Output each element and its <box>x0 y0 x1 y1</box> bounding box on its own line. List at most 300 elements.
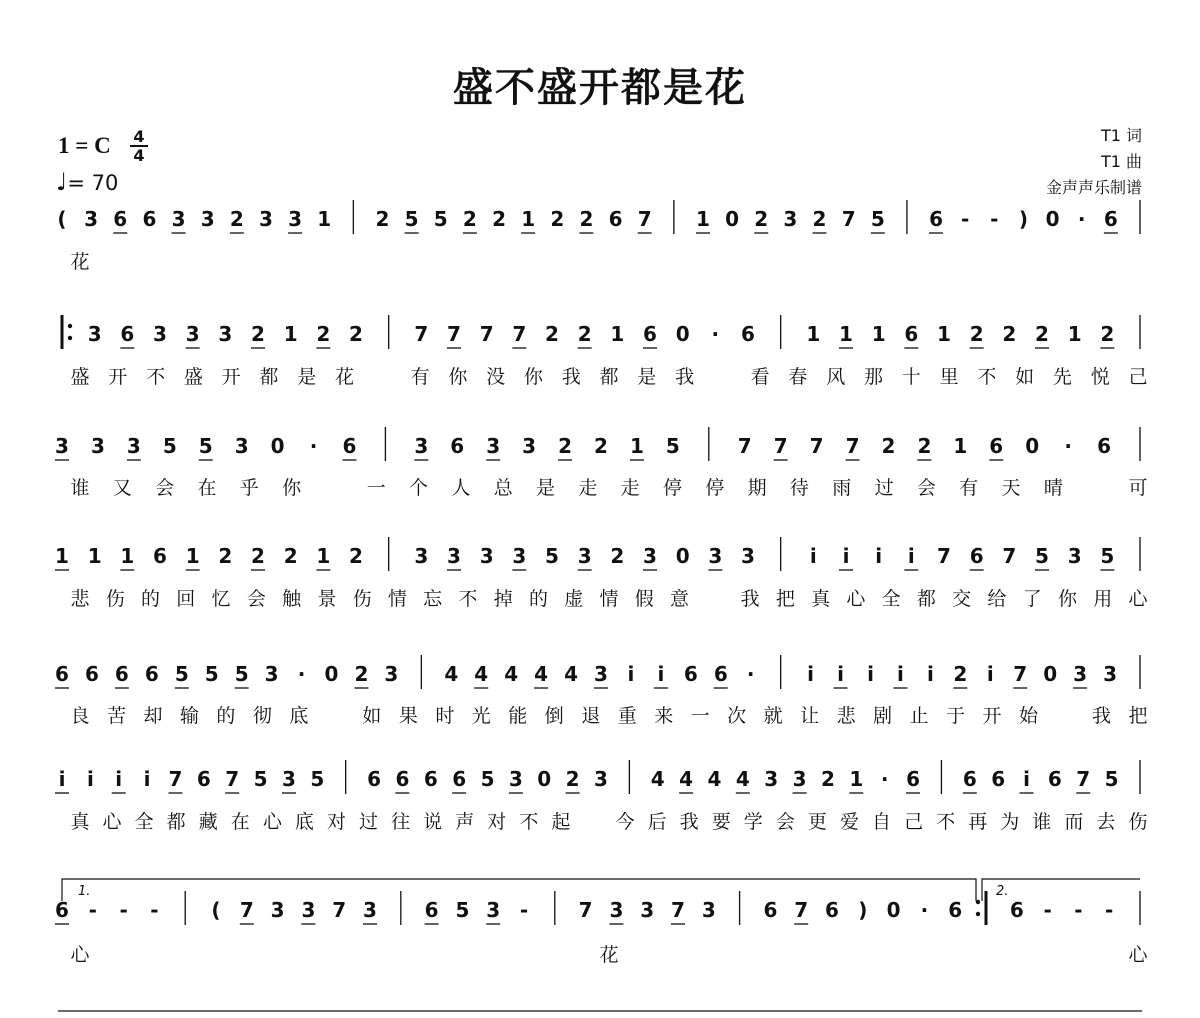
note-glyph: 5 <box>234 662 249 686</box>
note-glyph: 2 <box>1035 322 1049 346</box>
note-glyph: 3 <box>764 767 779 791</box>
note-glyph: i <box>58 767 66 791</box>
lyric-char: 乎 <box>239 477 259 499</box>
note-glyph: i <box>842 544 850 568</box>
lyric-char: 总 <box>493 477 513 499</box>
lyric-char: 重 <box>617 705 637 727</box>
note-glyph: 5 <box>1104 767 1119 791</box>
note-glyph: 3 <box>288 207 303 231</box>
lyric-char: 真 <box>811 588 831 610</box>
lyric-char: 假 <box>634 588 654 610</box>
lyric-char: 天 <box>1001 477 1021 499</box>
lyric-char: 我 <box>1092 705 1112 727</box>
lyric-char: 你 <box>282 477 302 499</box>
lyric-char: 会 <box>155 477 175 499</box>
note-glyph: 4 <box>735 767 750 791</box>
note-glyph: 6 <box>608 207 623 231</box>
note-glyph: 3 <box>486 898 501 922</box>
lyric-char: 花 <box>599 944 619 966</box>
lyric-char: 己 <box>904 811 924 833</box>
note-glyph: - <box>88 898 97 922</box>
note-glyph: 7 <box>1013 662 1028 686</box>
lyric-char: 不 <box>519 811 539 833</box>
note-glyph: 3 <box>640 898 655 922</box>
lyric-char: 十 <box>901 366 921 388</box>
repeat-dot <box>976 912 980 916</box>
note-glyph: 7 <box>845 434 860 458</box>
note-glyph: 1 <box>87 544 102 568</box>
note-glyph: 2 <box>229 207 244 231</box>
lyric-char: 己 <box>1128 366 1148 388</box>
lyric-char: 把 <box>1128 705 1148 727</box>
note-glyph: 3 <box>153 322 167 346</box>
note-glyph: ( <box>57 207 67 231</box>
note-glyph: 0 <box>675 322 690 346</box>
lyric-char: 是 <box>536 477 556 499</box>
lyric-char: 全 <box>134 811 154 833</box>
lyric-char: 来 <box>654 705 674 727</box>
note-glyph: 6 <box>452 767 467 791</box>
quarter-note-icon: ♩ <box>56 168 68 196</box>
note-glyph: 5 <box>1100 544 1115 568</box>
note-glyph: 3 <box>741 544 755 568</box>
note-glyph: 3 <box>264 662 279 686</box>
note-glyph: - <box>1043 898 1052 922</box>
note-glyph: 5 <box>162 434 177 458</box>
lyric-char: 心 <box>846 588 866 610</box>
note-glyph: 6 <box>948 898 963 922</box>
note-glyph: 1 <box>316 544 331 568</box>
lyric-char: 都 <box>916 588 936 610</box>
lyric-char: 开 <box>982 705 1002 727</box>
lyric-char: 悲 <box>836 705 856 727</box>
note-glyph: 5 <box>204 662 219 686</box>
note-glyph: 1 <box>806 322 821 346</box>
note-glyph: 6 <box>395 767 410 791</box>
note-glyph: 7 <box>1076 767 1091 791</box>
note-glyph: 2 <box>349 544 363 568</box>
lyric-char: 伤 <box>1128 811 1148 833</box>
lyric-char: 那 <box>863 366 884 388</box>
note-glyph: - <box>519 898 529 922</box>
lyric-char: 心 <box>1128 588 1148 610</box>
note-glyph: 7 <box>225 767 240 791</box>
lyric-char: 你 <box>448 366 468 388</box>
lyric-char: 谁 <box>1032 811 1052 833</box>
note-glyph: 7 <box>809 434 824 458</box>
lyric-char: 良 <box>70 705 90 727</box>
note-glyph: 1 <box>120 544 135 568</box>
note-glyph: 4 <box>444 662 459 686</box>
note-glyph: - <box>1074 898 1083 922</box>
lyric-char: 花 <box>70 251 90 273</box>
lyric-char: 景 <box>317 588 337 610</box>
note-glyph: 1 <box>953 434 968 458</box>
note-glyph: 1 <box>55 544 69 568</box>
note-glyph: · <box>920 898 929 922</box>
lyric-char: 忘 <box>423 588 443 610</box>
lyric-char: 心 <box>70 944 90 966</box>
note-glyph: 3 <box>609 898 624 922</box>
lyric-char: 去 <box>1096 811 1116 833</box>
note-glyph: 2 <box>577 322 592 346</box>
note-glyph: 3 <box>594 767 608 791</box>
lyric-char: 时 <box>435 705 455 727</box>
lyric-char: 全 <box>881 588 901 610</box>
note-glyph: 0 <box>270 434 285 458</box>
note-glyph: · <box>711 322 720 346</box>
note-glyph: 5 <box>455 898 470 922</box>
lyric-char: 始 <box>1019 705 1039 727</box>
note-glyph: 7 <box>414 322 429 346</box>
volta-label-second: 2. <box>996 884 1009 899</box>
note-glyph: 6 <box>1009 898 1024 922</box>
note-glyph: 6 <box>55 662 69 686</box>
lyric-char: 说 <box>423 811 443 833</box>
lyric-char: 里 <box>939 366 959 388</box>
volta-label-first: 1. <box>78 884 91 899</box>
lyric-char: 爱 <box>839 811 859 833</box>
note-glyph: 5 <box>404 207 419 231</box>
note-glyph: 0 <box>725 207 740 231</box>
lyric-char: 待 <box>789 477 809 499</box>
note-glyph: 1 <box>849 767 864 791</box>
note-glyph: · <box>309 434 318 458</box>
lyric-char: 不 <box>977 366 997 388</box>
lyric-char: 雨 <box>832 477 852 499</box>
note-glyph: i <box>986 662 994 686</box>
note-glyph: 0 <box>886 898 901 922</box>
note-glyph: · <box>746 662 755 686</box>
note-glyph: 5 <box>310 767 325 791</box>
note-glyph: 6 <box>1103 207 1118 231</box>
note-glyph: 3 <box>90 434 105 458</box>
note-glyph: 1 <box>696 207 710 231</box>
lyric-char: 光 <box>471 705 491 727</box>
note-glyph: 2 <box>565 767 580 791</box>
note-glyph: 7 <box>773 434 788 458</box>
note-glyph: ) <box>858 898 868 922</box>
note-glyph: 0 <box>675 544 690 568</box>
lyric-char: 输 <box>179 705 199 727</box>
lyric-char: 都 <box>166 811 186 833</box>
tempo-value: = 70 <box>67 171 119 195</box>
lyric-char: 都 <box>259 366 279 388</box>
lyric-char: 我 <box>679 811 699 833</box>
note-glyph: 2 <box>881 434 896 458</box>
note-glyph: 2 <box>375 207 390 231</box>
note-glyph: - <box>150 898 159 922</box>
lyric-char: 止 <box>909 705 929 727</box>
note-glyph: 3 <box>701 898 716 922</box>
note-glyph: 4 <box>650 767 665 791</box>
note-glyph: 3 <box>185 322 200 346</box>
note-glyph: 4 <box>707 767 722 791</box>
note-glyph: 6 <box>423 767 438 791</box>
lyric-char: 过 <box>874 477 894 499</box>
note-glyph: 7 <box>937 544 951 568</box>
lyric-char: 更 <box>807 811 827 833</box>
note-glyph: 3 <box>577 544 592 568</box>
note-glyph: · <box>1064 434 1072 458</box>
note-glyph: i <box>926 662 934 686</box>
note-glyph: 3 <box>384 662 399 686</box>
lyric-char: 如 <box>362 705 382 727</box>
note-glyph: 6 <box>929 207 944 231</box>
lyric-char: 底 <box>289 705 309 727</box>
note-glyph: 1 <box>937 322 951 346</box>
note-glyph: 6 <box>713 662 728 686</box>
note-glyph: 7 <box>512 322 527 346</box>
note-glyph: 0 <box>324 662 339 686</box>
note-glyph: 6 <box>144 662 159 686</box>
note-glyph: 7 <box>479 322 494 346</box>
note-glyph: 3 <box>258 207 273 231</box>
lyric-char: 却 <box>143 705 163 727</box>
note-glyph: 0 <box>1045 207 1060 231</box>
note-glyph: 7 <box>168 767 183 791</box>
note-glyph: 3 <box>55 434 69 458</box>
note-glyph: 3 <box>522 434 537 458</box>
lyric-char: 能 <box>508 705 528 727</box>
note-glyph: 1 <box>185 544 200 568</box>
note-glyph: 7 <box>637 207 652 231</box>
note-glyph: i <box>809 544 817 568</box>
note-glyph: 7 <box>332 898 347 922</box>
note-glyph: 1 <box>1067 322 1082 346</box>
note-glyph: 3 <box>301 898 316 922</box>
note-glyph: 2 <box>316 322 331 346</box>
lyric-char: 我 <box>740 588 760 610</box>
lyric-char: 人 <box>451 477 471 499</box>
note-glyph: 3 <box>281 767 296 791</box>
note-glyph: - <box>961 207 970 231</box>
note-glyph: - <box>119 898 128 922</box>
lyric-char: 忆 <box>211 588 231 610</box>
note-glyph: ) <box>1018 207 1029 231</box>
lyric-char: 你 <box>523 366 543 388</box>
note-glyph: 3 <box>783 207 798 231</box>
lyric-char: 真 <box>70 811 90 833</box>
note-glyph: 1 <box>839 322 853 346</box>
note-glyph: 2 <box>1100 322 1115 346</box>
note-glyph: 6 <box>114 662 129 686</box>
note-glyph: 1 <box>283 322 298 346</box>
lyric-char: 停 <box>662 477 682 499</box>
lyric-char: 过 <box>359 811 379 833</box>
note-glyph: i <box>867 662 874 686</box>
note-glyph: 3 <box>643 544 657 568</box>
lyric-char: 为 <box>1000 811 1020 833</box>
lyric-char: 把 <box>775 588 795 610</box>
note-glyph: 3 <box>218 322 233 346</box>
note-glyph: - <box>1105 898 1114 922</box>
lyric-char: 的 <box>528 588 548 610</box>
note-glyph: 2 <box>1002 322 1017 346</box>
publisher-credit: 金声声乐制谱 <box>1045 178 1142 197</box>
lyric-char: 退 <box>581 705 601 727</box>
note-glyph: 2 <box>917 434 932 458</box>
lyric-char: 意 <box>670 588 690 610</box>
lyric-char: 起 <box>551 811 571 833</box>
note-glyph: 5 <box>665 434 680 458</box>
lyric-char: 对 <box>326 811 346 833</box>
note-glyph: 6 <box>84 662 99 686</box>
note-glyph: 6 <box>825 898 839 922</box>
repeat-dot <box>68 336 72 340</box>
lyric-char: 情 <box>599 588 619 610</box>
lyric-char: 悦 <box>1090 366 1110 388</box>
lyric-char: 我 <box>675 366 695 388</box>
lyric-char: 掉 <box>493 588 513 610</box>
note-glyph: 4 <box>504 662 519 686</box>
lyric-char: 在 <box>230 811 250 833</box>
lyric-char: 就 <box>763 705 783 727</box>
note-glyph: i <box>897 662 904 686</box>
note-glyph: 6 <box>969 544 984 568</box>
note-glyph: i <box>86 767 94 791</box>
note-glyph: 6 <box>342 434 357 458</box>
lyric-char: 我 <box>561 366 581 388</box>
lyric-char: 再 <box>968 811 988 833</box>
note-glyph: 2 <box>812 207 827 231</box>
note-glyph: 2 <box>545 322 559 346</box>
lyric-char: 一 <box>690 705 710 727</box>
time-denominator: 4 <box>133 146 145 165</box>
lyric-char: 盛 <box>183 366 203 388</box>
lyric-char: 花 <box>334 366 355 388</box>
lyric-char: 往 <box>391 811 411 833</box>
note-glyph: 1 <box>317 207 332 231</box>
lyric-char: 如 <box>1015 366 1035 388</box>
note-glyph: 6 <box>142 207 157 231</box>
note-glyph: 3 <box>479 544 494 568</box>
note-glyph: 6 <box>763 898 778 922</box>
note-glyph: 3 <box>708 544 723 568</box>
lyric-char: 对 <box>487 811 507 833</box>
note-glyph: 3 <box>234 434 249 458</box>
lyric-char: 用 <box>1093 588 1113 610</box>
note-glyph: 3 <box>200 207 215 231</box>
note-glyph: 6 <box>962 767 977 791</box>
note-glyph: 6 <box>989 434 1004 458</box>
note-glyph: 3 <box>363 898 377 922</box>
lyric-char: 虚 <box>564 588 584 610</box>
lyric-char: 后 <box>647 811 667 833</box>
note-glyph: 2 <box>550 207 565 231</box>
note-glyph: 2 <box>610 544 625 568</box>
note-glyph: 3 <box>270 898 285 922</box>
note-glyph: 1 <box>871 322 886 346</box>
note-glyph: · <box>880 767 889 791</box>
lyric-char: 今 <box>615 811 635 833</box>
lyric-char: 有 <box>410 366 430 388</box>
lyric-char: 的 <box>141 588 161 610</box>
note-glyph: i <box>875 544 883 568</box>
lyric-char: 伤 <box>352 588 372 610</box>
note-glyph: 6 <box>1097 434 1112 458</box>
lyric-char: 交 <box>952 588 972 610</box>
note-glyph: i <box>657 662 665 686</box>
note-glyph: 7 <box>578 898 593 922</box>
note-glyph: 3 <box>414 434 429 458</box>
time-numerator: 4 <box>133 127 145 146</box>
key-signature: 1 = C <box>58 133 111 158</box>
lyric-char: 你 <box>1057 588 1077 610</box>
lyric-char: 声 <box>455 811 475 833</box>
lyric-char: 开 <box>221 366 241 388</box>
note-glyph: 2 <box>594 434 608 458</box>
note-glyph: 7 <box>671 898 685 922</box>
note-glyph: 6 <box>120 322 135 346</box>
note-glyph: 6 <box>196 767 211 791</box>
lyric-char: 悲 <box>70 588 90 610</box>
note-glyph: 5 <box>870 207 885 231</box>
note-glyph: 6 <box>450 434 465 458</box>
note-glyph: 4 <box>474 662 489 686</box>
note-glyph: 2 <box>492 207 506 231</box>
note-glyph: 6 <box>683 662 698 686</box>
lyric-char: 触 <box>282 588 302 610</box>
note-glyph: i <box>143 767 151 791</box>
note-glyph: 6 <box>904 322 919 346</box>
lyric-char: 情 <box>387 588 407 610</box>
note-glyph: 6 <box>1047 767 1062 791</box>
lyric-char: 晴 <box>1043 477 1063 499</box>
note-glyph: 3 <box>508 767 523 791</box>
composer-credit: T1 曲 <box>1100 152 1142 171</box>
note-glyph: · <box>297 662 306 686</box>
lyric-char: 底 <box>294 811 314 833</box>
note-glyph: 5 <box>198 434 213 458</box>
note-glyph: i <box>807 662 815 686</box>
note-glyph: 7 <box>841 207 856 231</box>
note-glyph: 6 <box>367 767 382 791</box>
lyric-char: 停 <box>705 477 725 499</box>
note-glyph: 5 <box>174 662 189 686</box>
note-glyph: 4 <box>564 662 579 686</box>
lyric-char: 又 <box>112 477 132 499</box>
note-glyph: 2 <box>218 544 233 568</box>
note-glyph: 6 <box>991 767 1006 791</box>
note-glyph: i <box>907 544 915 568</box>
repeat-dot <box>68 324 72 328</box>
note-glyph: 3 <box>414 544 429 568</box>
note-glyph: i <box>115 767 123 791</box>
note-glyph: 7 <box>239 898 254 922</box>
lyric-char: 剧 <box>873 705 893 727</box>
lyric-char: 的 <box>216 705 236 727</box>
lyric-char: 倒 <box>544 705 564 727</box>
lyric-char: 了 <box>1022 588 1042 610</box>
lyric-char: 会 <box>246 588 266 610</box>
lyric-char: 于 <box>946 705 966 727</box>
note-glyph: · <box>1077 207 1086 231</box>
note-glyph: 5 <box>1035 544 1049 568</box>
note-glyph: 1 <box>629 434 644 458</box>
note-glyph: 2 <box>953 662 968 686</box>
note-glyph: ( <box>211 898 221 922</box>
lyric-char: 风 <box>826 366 846 388</box>
lyric-char: 学 <box>743 811 763 833</box>
lyric-char: 回 <box>176 588 196 610</box>
lyric-char: 果 <box>398 705 418 727</box>
lyric-char: 走 <box>620 477 640 499</box>
lyric-char: 是 <box>637 366 657 388</box>
lyric-char: 伤 <box>105 588 125 610</box>
lyric-char: 一 <box>366 477 386 499</box>
note-glyph: 5 <box>253 767 268 791</box>
